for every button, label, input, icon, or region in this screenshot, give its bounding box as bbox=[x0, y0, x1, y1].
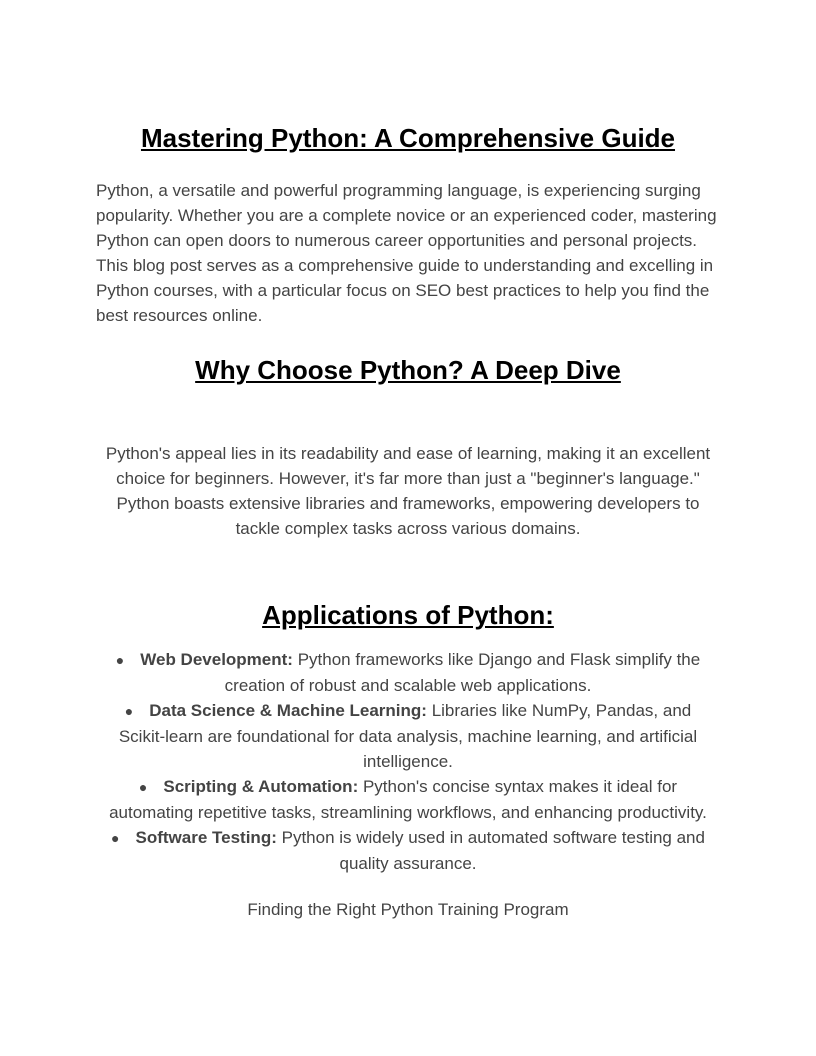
list-item-data-science bbox=[96, 698, 720, 774]
page-title: Mastering Python: A Comprehensive Guide bbox=[140, 123, 676, 153]
list-item-text: Python is widely used in automated software testing and quality assurance. bbox=[281, 828, 705, 873]
list-item-software-testing bbox=[96, 825, 720, 876]
applications-heading: Applications of Python: bbox=[262, 600, 554, 630]
intro-paragraph: Python, a versatile and powerful programming language, is experiencing surging popularity. Whether you are a complete novice or an experienced coder, mastering Python can open doors to numerous career opportunities and personal projects. This blog post serves as a comprehensive guide to understanding and excelling in Python courses, with a particular focus on SEO best practices to help you find the best resources online. bbox=[96, 181, 717, 325]
list-item-scripting-automation bbox=[96, 774, 720, 825]
list-item-text: Python frameworks like Django and Flask simplify the creation of robust and scalable web applications. bbox=[224, 650, 701, 695]
list-item-term: Data Science & Machine Learning: bbox=[149, 701, 427, 720]
bullet-icon: ● bbox=[138, 779, 148, 795]
document-page bbox=[96, 120, 720, 922]
list-item-term: Web Development: bbox=[140, 650, 293, 669]
list-item-term: Software Testing: bbox=[135, 828, 277, 847]
list-item-term: Scripting & Automation: bbox=[163, 777, 359, 796]
why-python-heading: Why Choose Python? A Deep Dive bbox=[195, 355, 621, 385]
applications-list bbox=[96, 647, 720, 876]
list-item-text: Libraries like NumPy, Pandas, and Scikit-learn are foundational for data analysis, machine learning, and artificial intelligence. bbox=[118, 701, 698, 771]
bullet-icon: ● bbox=[111, 830, 120, 846]
bullet-icon: ● bbox=[115, 652, 125, 668]
training-program-line: Finding the Right Python Training Program bbox=[247, 900, 569, 919]
bullet-icon: ● bbox=[124, 703, 134, 719]
why-python-paragraph: Python's appeal lies in its readability and ease of learning, making it an excellent choice for beginners. However, it's far more than just a "beginner's language." Python boasts extensive libraries and frameworks, empowering developers to tackle complex tasks across various domains. bbox=[105, 444, 711, 538]
list-item-text: Python's concise syntax makes it ideal for automating repetitive tasks, streamlining workflows, and enhancing productivity. bbox=[109, 777, 707, 822]
list-item-web-development bbox=[96, 647, 720, 698]
